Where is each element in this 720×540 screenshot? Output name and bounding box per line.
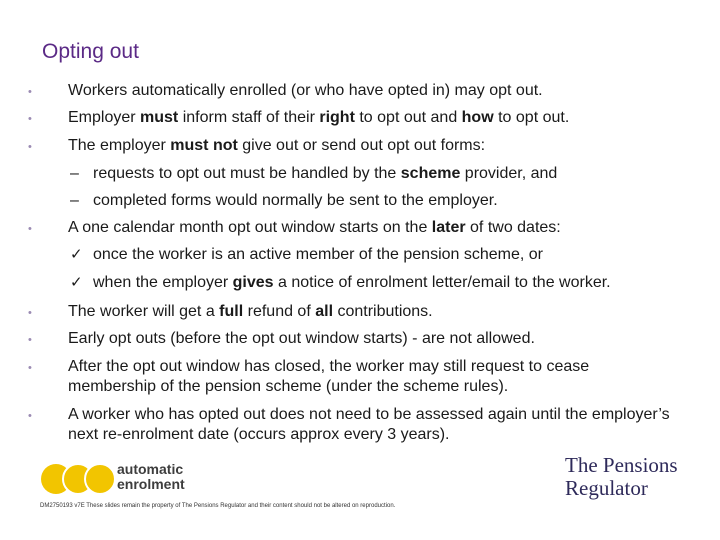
bullet-text: give out or send out opt out forms:	[237, 137, 486, 154]
dash-marker: –	[70, 165, 79, 182]
wordmark-line: automatic	[117, 461, 184, 477]
bullet-marker: •	[28, 141, 32, 153]
sub-text: requests to opt out must be handled by the	[93, 165, 401, 182]
sub-text: provider, and	[460, 165, 558, 182]
bullet-marker: •	[28, 307, 32, 319]
check-icon: ✓	[70, 246, 83, 263]
bullet-text: The employer	[68, 137, 171, 154]
bullet-text: Workers automatically enrolled (or who have opted in) may opt out.	[68, 82, 543, 99]
bullet-item	[68, 329, 698, 349]
sub-item	[93, 191, 498, 211]
sub-text: a notice of enrolment letter/email to the worker.	[273, 274, 611, 291]
sub-text: completed forms would normally be sent to the employer.	[93, 192, 498, 209]
tpr-line: Regulator	[565, 476, 648, 500]
sub-emphasis: gives	[232, 274, 274, 291]
bullet-text: The worker will get a	[68, 303, 220, 320]
bullet-text: After the opt out window has closed, the worker may still request to cease membership of the pension scheme (under the scheme rules).	[68, 358, 590, 395]
bullet-text: of two dates:	[465, 219, 561, 236]
bullet-text: contributions.	[333, 303, 433, 320]
tpr-line: The Pensions	[565, 453, 678, 477]
bullet-emphasis: full	[219, 303, 244, 320]
bullet-item	[68, 108, 698, 128]
bullet-item	[68, 302, 698, 322]
bullet-text: Early opt outs (before the opt out window starts) - are not allowed.	[68, 330, 535, 347]
bullet-item	[68, 136, 698, 156]
wordmark-line: enrolment	[117, 476, 185, 492]
sub-text: once the worker is an active member of the pension scheme, or	[93, 246, 543, 263]
bullet-text: refund of	[243, 303, 316, 320]
bullet-marker: •	[28, 410, 32, 422]
pensions-regulator-logo	[565, 454, 678, 500]
bullet-marker: •	[28, 223, 32, 235]
bullet-emphasis: must not	[170, 137, 238, 154]
bullet-item	[68, 357, 668, 397]
bullet-marker: •	[28, 362, 32, 374]
sub-item	[93, 245, 543, 265]
bullet-emphasis: all	[315, 303, 334, 320]
bullet-marker: •	[28, 113, 32, 125]
bullet-item	[68, 81, 698, 101]
sub-item	[93, 164, 557, 184]
sub-item	[93, 273, 611, 293]
sub-emphasis: scheme	[400, 165, 461, 182]
bullet-text: A one calendar month opt out window starts on the	[68, 219, 432, 236]
bullet-emphasis: how	[461, 109, 494, 126]
slide-title: Opting out	[42, 40, 139, 63]
sub-text: when the employer	[93, 274, 233, 291]
bullet-emphasis: must	[140, 109, 179, 126]
dash-marker: –	[70, 192, 79, 209]
bullet-item	[68, 218, 698, 238]
bullet-text: A worker who has opted out does not need to be assessed again until the employer’s next re-enrolment date (occurs approx every 3 years).	[68, 406, 670, 443]
bullet-emphasis: right	[319, 109, 355, 126]
bullet-marker: •	[28, 86, 32, 98]
bullet-text: inform staff of their	[178, 109, 320, 126]
bullet-emphasis: later	[431, 219, 466, 236]
bullet-text: Employer	[68, 109, 141, 126]
bullet-item	[68, 405, 688, 445]
footer-disclaimer: DM2750193 v7E These slides remain the property of The Pensions Regulator and their content should not be altered on reproduction.	[40, 503, 396, 509]
bullet-marker: •	[28, 334, 32, 346]
logo-circle	[85, 464, 115, 494]
automatic-enrolment-wordmark	[117, 462, 185, 492]
bullet-text: to opt out.	[493, 109, 570, 126]
bullet-text: to opt out and	[354, 109, 462, 126]
check-icon: ✓	[70, 274, 83, 291]
